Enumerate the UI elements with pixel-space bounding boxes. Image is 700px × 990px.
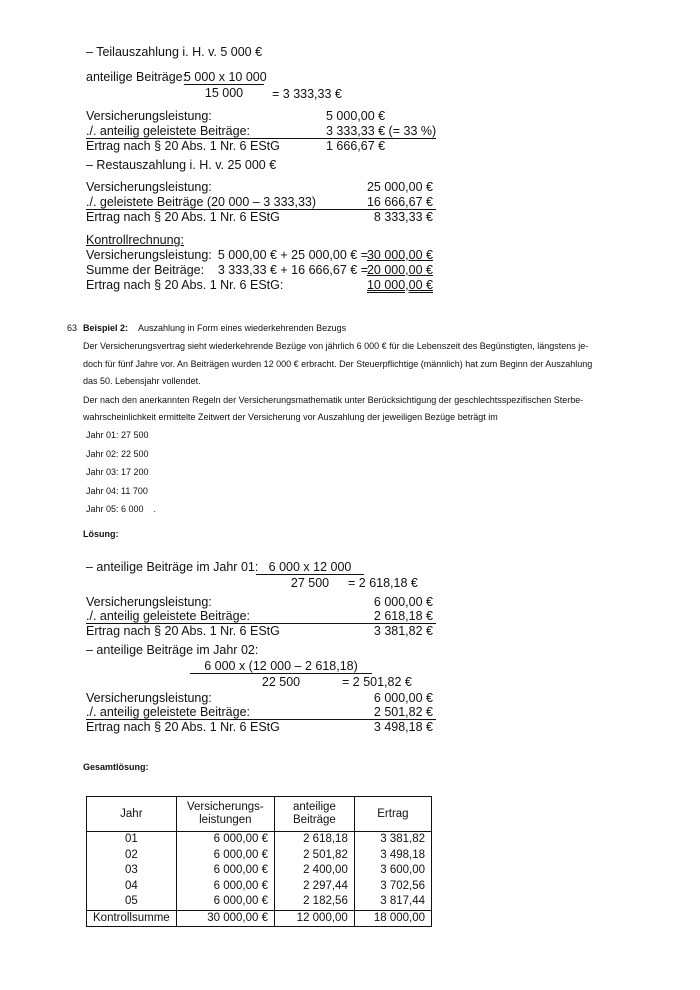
teil-row-value: 3 333,33 € (= 33 %) [326, 124, 437, 138]
loesung-heading: Lösung: [83, 529, 119, 539]
teilauszahlung-title: – Teilauszahlung i. H. v. 5 000 € [86, 45, 263, 59]
cell-ertrag: 3 817,44 [354, 894, 431, 910]
cell-leistung: 6 000,00 € [176, 879, 274, 895]
j2-denominator: 22 500 [261, 675, 301, 689]
j2-row-value: 6 000,00 € [373, 691, 433, 705]
cell-beitraege: 2 182,56 [275, 894, 355, 910]
para1-line: Der Versicherungsvertrag sieht wiederkehrende Bezüge von jährlich 6 000 € für die Lebenszeit des Begünstigten, längstens je- [83, 341, 589, 351]
j2-row-value: 2 501,82 € [373, 705, 433, 719]
j1-denominator: 27 500 [290, 576, 330, 590]
jahr-item: Jahr 01: 27 500 [86, 430, 149, 440]
anteilige-label: anteilige Beiträge: [86, 70, 187, 84]
kontroll-row-value: 10 000,00 € [366, 278, 433, 292]
cell-beitraege: 2 618,18 [275, 832, 355, 848]
table-total-row [87, 910, 432, 927]
para1-line: das 50. Lebensjahr vollendet. [83, 376, 201, 386]
cell-ertrag: 3 381,82 [354, 832, 431, 848]
cell-total-leistung: 30 000,00 € [176, 910, 274, 927]
table-header-row [87, 797, 432, 832]
table-row [87, 848, 432, 864]
para2-line: Der nach den anerkannten Regeln der Versicherungsmathematik unter Berücksichtigung der geschlechtsspezifischen Sterbe- [83, 395, 584, 405]
teil-row-value: 1 666,67 € [326, 139, 386, 153]
j1-row-value: 3 381,82 € [373, 624, 433, 638]
j1-row-label: Ertrag nach § 20 Abs. 1 Nr. 6 EStG [86, 624, 280, 638]
cell-jahr: 02 [87, 848, 177, 864]
teil-row-label: Ertrag nach § 20 Abs. 1 Nr. 6 EStG [86, 139, 280, 153]
anteilige-numerator: 5 000 x 10 000 [184, 70, 267, 84]
cell-jahr: 04 [87, 879, 177, 895]
cell-beitraege: 2 501,82 [275, 848, 355, 864]
table-row [87, 863, 432, 879]
kontroll-row-label: Summe der Beiträge: [86, 263, 205, 277]
j1-numerator: 6 000 x 12 000 [256, 560, 364, 575]
rest-row-value: 16 666,67 € [366, 195, 433, 209]
kontroll-row-calc: 5 000,00 € + 25 000,00 € = [217, 248, 368, 262]
margin-number: 63 [67, 323, 78, 333]
beispiel-title-bold: Beispiel 2: [83, 323, 129, 333]
j1-label: – anteilige Beiträge im Jahr 01: [86, 560, 259, 574]
j2-result: = 2 501,82 € [342, 675, 412, 689]
j1-row-label: ./. anteilig geleistete Beiträge: [86, 609, 250, 623]
rest-row-value: 8 333,33 € [373, 210, 433, 224]
cell-jahr: 03 [87, 863, 177, 879]
cell-leistung: 6 000,00 € [176, 832, 274, 848]
teil-row-value: 5 000,00 € [326, 109, 386, 123]
teil-row-label: Versicherungsleistung: [86, 109, 212, 123]
para1-line: doch für fünf Jahre vor. An Beiträgen wurden 12 000 € erbracht. Der Steuerpflichtige (männlich) hat zum Beginn der Auszahlung [83, 359, 593, 369]
table-row [87, 832, 432, 848]
cell-beitraege: 2 400,00 [275, 863, 355, 879]
j1-row-value: 6 000,00 € [373, 595, 433, 609]
cell-jahr: 05 [87, 894, 177, 910]
cell-leistung: 6 000,00 € [176, 894, 274, 910]
kontroll-row-label: Ertrag nach § 20 Abs. 1 Nr. 6 EStG: [86, 278, 284, 292]
jahr-item: Jahr 05: 6 000 . [86, 504, 157, 514]
jahr-item: Jahr 03: 17 200 [86, 467, 149, 477]
j2-row-label: Versicherungsleistung: [86, 691, 212, 705]
gesamt-heading: Gesamtlösung: [83, 762, 149, 772]
gesamt-table [86, 796, 432, 927]
anteilige-denominator: 15 000 [204, 86, 244, 100]
rest-row-label: Ertrag nach § 20 Abs. 1 Nr. 6 EStG [86, 210, 280, 224]
jahr-item: Jahr 04: 11 700 [86, 486, 148, 496]
col-header-beitraege: anteilige Beiträge [275, 797, 355, 832]
cell-kontrollsumme: Kontrollsumme [87, 910, 177, 927]
j2-row-value: 3 498,18 € [373, 720, 433, 734]
j1-row-value: 2 618,18 € [373, 609, 433, 623]
table-row [87, 879, 432, 895]
restauszahlung-title: – Restauszahlung i. H. v. 25 000 € [86, 158, 277, 172]
col-header-ertrag: Ertrag [354, 797, 431, 832]
j2-numerator: 6 000 x (12 000 – 2 618,18) [190, 659, 372, 674]
j2-label: – anteilige Beiträge im Jahr 02: [86, 643, 259, 657]
kontroll-row-calc: 3 333,33 € + 16 666,67 € = [217, 263, 368, 277]
table-row [87, 894, 432, 910]
cell-leistung: 6 000,00 € [176, 848, 274, 864]
teil-row-label: ./. anteilig geleistete Beiträge: [86, 124, 250, 138]
rest-row-value: 25 000,00 € [366, 180, 433, 194]
cell-beitraege: 2 297,44 [275, 879, 355, 895]
j1-result: = 2 618,18 € [348, 576, 418, 590]
rest-row-label: Versicherungsleistung: [86, 180, 212, 194]
kontroll-row-label: Versicherungsleistung: [86, 248, 212, 262]
jahr-item: Jahr 02: 22 500 [86, 449, 149, 459]
cell-total-ertrag: 18 000,00 [354, 910, 431, 927]
kontrollrechnung-title: Kontrollrechnung: [86, 233, 184, 247]
beispiel-title: Auszahlung in Form eines wiederkehrenden Bezugs [138, 323, 347, 333]
cell-ertrag: 3 498,18 [354, 848, 431, 864]
j2-row-label: ./. anteilig geleistete Beiträge: [86, 705, 250, 719]
cell-ertrag: 3 702,56 [354, 879, 431, 895]
rest-row-label: ./. geleistete Beiträge (20 000 – 3 333,33) [86, 195, 317, 209]
kontroll-row-value: 20 000,00 € [366, 263, 433, 277]
para2-line: wahrscheinlichkeit ermittelte Zeitwert der Versicherung vor Auszahlung der jeweiligen Bezüge beträgt im [83, 412, 498, 422]
j1-row-label: Versicherungsleistung: [86, 595, 212, 609]
cell-total-beitraege: 12 000,00 [275, 910, 355, 927]
cell-jahr: 01 [87, 832, 177, 848]
cell-leistung: 6 000,00 € [176, 863, 274, 879]
cell-ertrag: 3 600,00 [354, 863, 431, 879]
col-header-jahr: Jahr [87, 797, 177, 832]
j2-row-label: Ertrag nach § 20 Abs. 1 Nr. 6 EStG [86, 720, 280, 734]
kontroll-row-value: 30 000,00 € [366, 248, 433, 262]
anteilige-result: = 3 333,33 € [272, 87, 342, 101]
col-header-versicherungsleistungen: Versicherungs- leistungen [176, 797, 274, 832]
